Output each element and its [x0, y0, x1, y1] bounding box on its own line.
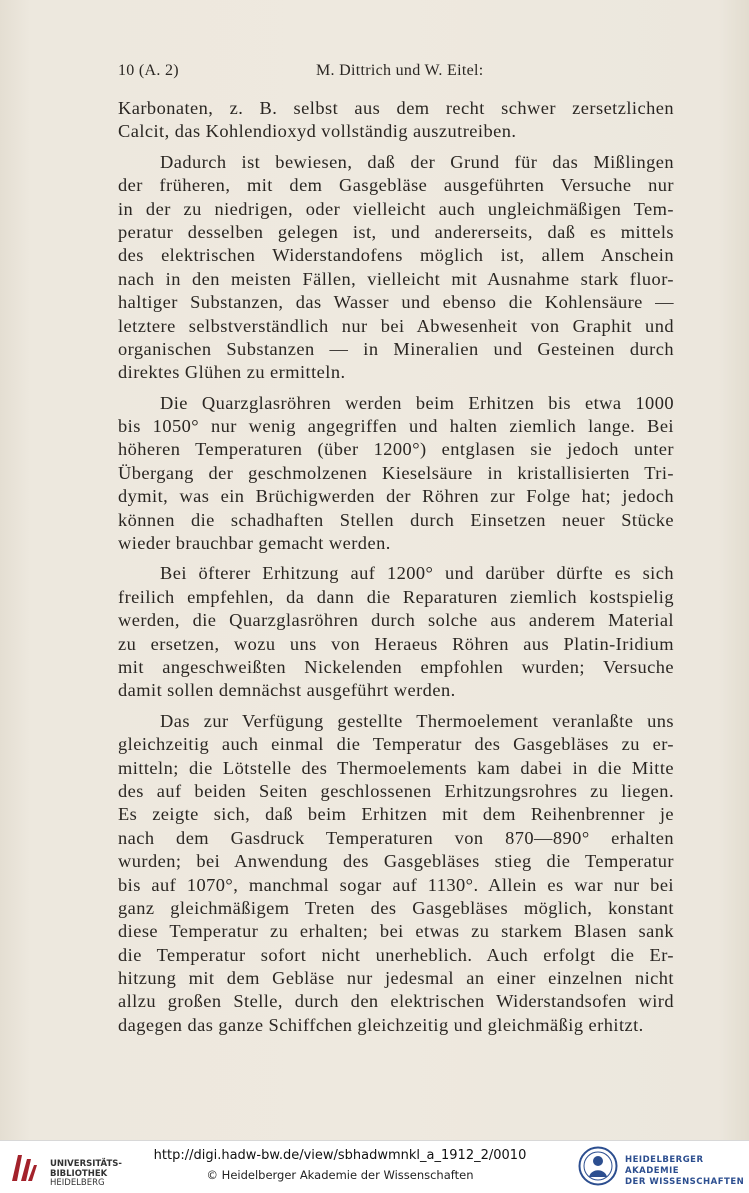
library-emblem-icon: [8, 1151, 38, 1185]
text-line: haltiger Substanzen, das Wasser und ebenso die Kohlensäure —: [118, 292, 674, 313]
university-library-logo[interactable]: [8, 1151, 138, 1188]
permalink-url[interactable]: http://digi.hadw-bw.de/view/sbhadwmnkl_a_1912_2/0010: [153, 1148, 527, 1163]
text-line: Bei öfterer Erhitzung auf 1200° und darüber dürfte es sich: [160, 563, 674, 584]
text-line: Das zur Verfügung gestellte Thermoelement veranlaßte uns: [160, 710, 674, 731]
academy-seal-icon[interactable]: [578, 1146, 618, 1186]
text-line: diese Temperatur zu erhalten; bei etwas zu starkem Blasen sank: [118, 921, 674, 942]
text-line: bis auf 1070°, manchmal sogar auf 1130°. Allein es war nur bei: [118, 874, 674, 895]
text-line: mitteln; die Lötstelle des Thermoelements kam dabei in die Mitte: [118, 757, 674, 778]
library-name-line: HEIDELBERG: [50, 1178, 105, 1188]
footer-bar: [0, 1140, 749, 1193]
text-line: mit angeschweißten Nickelenden empfohlen wurden; Versuche: [118, 656, 674, 677]
text-line: in der zu niedrigen, oder vielleicht auch ungleichmäßigen Tem-: [118, 198, 674, 219]
text-line: organischen Substanzen — in Mineralien und Gesteinen durch: [118, 338, 674, 359]
text-line: nach dem Gasdruck Temperaturen von 870—890° erhalten: [118, 827, 674, 848]
text-line: Es zeigte sich, daß beim Erhitzen mit dem Reihenbrenner je: [118, 804, 674, 825]
paragraph: [118, 97, 674, 144]
text-line: zu ersetzen, wozu uns von Heraeus Röhren aus Platin-Iridium: [118, 633, 674, 654]
text-line: letztere selbstverständlich nur bei Abwesenheit von Graphit und: [118, 315, 674, 336]
body-text: [118, 97, 674, 1037]
text-line: dymit, was ein Brüchigwerden der Röhren zur Folge hat; jedoch: [118, 486, 674, 507]
text-line: des elektrischen Widerstandofens möglich ist, allem Anschein: [118, 245, 674, 266]
text-line: dagegen das ganze Schiffchen gleichzeitig und gleichmäßig erhitzt.: [118, 1014, 644, 1035]
text-line: nach in den meisten Fällen, vielleicht mit Ausnahme stark fluor-: [118, 268, 674, 289]
text-line: direktes Glühen zu ermitteln.: [118, 362, 346, 383]
text-line: werden, die Quarzglasröhren durch solche aus anderem Material: [118, 610, 674, 631]
text-line: höheren Temperaturen (über 1200°) entglasen sie jedoch unter: [118, 439, 674, 460]
paragraph: [118, 392, 674, 556]
library-name-line: UNIVERSITÄTS-: [50, 1159, 122, 1169]
text-line: Übergang der geschmolzenen Kieselsäure in kristallisierten Tri-: [118, 462, 674, 483]
text-line: damit sollen demnächst ausgeführt werden.: [118, 680, 456, 701]
text-line: die Temperatur sofort nicht unerheblich. Auch erfolgt die Er-: [118, 944, 674, 965]
text-line: Dadurch ist bewiesen, daß der Grund für das Mißlingen: [160, 151, 674, 172]
text-line: bis 1050° nur wenig angegriffen und halten ziemlich lange. Bei: [118, 416, 674, 437]
text-line: hitzung mit dem Gebläse nur jedesmal an einer einzelnen nicht: [118, 968, 674, 989]
text-line: Karbonaten, z. B. selbst aus dem recht schwer zersetzlichen: [118, 98, 674, 118]
academy-name-line: HEIDELBERGER AKADEMIE: [625, 1155, 704, 1176]
text-line: allzu großen Stelle, durch den elektrischen Widerstandsofen wird: [118, 991, 674, 1012]
text-line: des auf beiden Seiten geschlossenen Erhitzungsrohres zu liegen.: [118, 780, 674, 801]
academy-name-line: DER WISSENSCHAFTEN: [625, 1177, 745, 1187]
text-line: wurden; bei Anwendung des Gasgebläses stieg die Temperatur: [118, 851, 674, 872]
text-line: können die schadhaften Stellen durch Einsetzen neuer Stücke: [118, 509, 674, 530]
copyright-notice: © Heidelberger Akademie der Wissenschaften: [206, 1168, 474, 1182]
library-name-line: BIBLIOTHEK: [50, 1168, 108, 1179]
page-number: 10 (A. 2): [118, 62, 179, 79]
text-line: wieder brauchbar gemacht werden.: [118, 533, 391, 554]
library-name: [50, 1160, 122, 1189]
running-header: [118, 62, 674, 84]
running-title: M. Dittrich und W. Eitel:: [316, 62, 484, 79]
text-line: der früheren, mit dem Gasgebläse ausgeführten Versuche nur: [118, 175, 674, 196]
text-line: Calcit, das Kohlendioxyd vollständig auszutreiben.: [118, 121, 517, 142]
text-line: gleichzeitig auch einmal die Temperatur des Gasgebläses zu er-: [118, 734, 674, 755]
text-line: Die Quarzglasröhren werden beim Erhitzen bis etwa 1000: [160, 392, 674, 413]
text-line: freilich empfehlen, da dann die Reparaturen ziemlich kostspielig: [118, 586, 674, 607]
text-line: ganz gleichmäßigem Treten des Gasgebläses möglich, konstant: [118, 897, 674, 918]
paragraph: [118, 710, 674, 1037]
text-line: peratur desselben gelegen ist, und andererseits, daß es mittels: [118, 221, 674, 242]
academy-name: [625, 1155, 749, 1188]
paragraph: [118, 562, 674, 702]
paragraph: [118, 151, 674, 385]
